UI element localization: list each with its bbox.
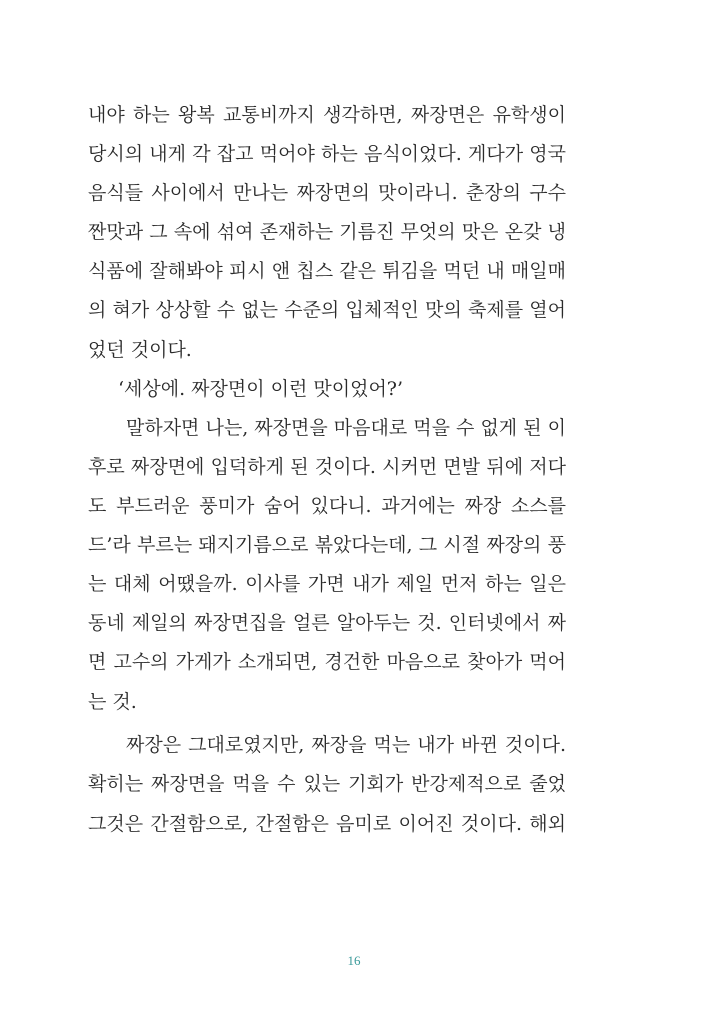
body-text-line: 음식들 사이에서 만나는 짜장면의 맛이라니. 춘장의 구수 (88, 182, 566, 204)
body-text-line: 드’라 부르는 돼지기름으로 볶았다는데, 그 시절 짜장의 풍 (88, 534, 566, 556)
body-text-line: 말하자면 나는, 짜장면을 마음대로 먹을 수 없게 된 이 (126, 417, 566, 439)
body-text-line: 확히는 짜장면을 먹을 수 있는 기회가 반강제적으로 줄었 (88, 773, 566, 795)
body-text-line: 는 것. (88, 691, 137, 713)
body-text-line: 후로 짜장면에 입덕하게 된 것이다. 시커먼 면발 뒤에 저다 (88, 456, 566, 478)
page-number: 16 (347, 953, 361, 968)
body-text-line: 당시의 내게 각 잡고 먹어야 하는 음식이었다. 게다가 영국 (88, 143, 566, 165)
quote-line: ‘세상에. 짜장면이 이런 맛이었어?’ (118, 378, 404, 400)
body-text-line: 의 혀가 상상할 수 없는 수준의 입체적인 맛의 축제를 열어 (88, 299, 566, 321)
body-text-line: 었던 것이다. (88, 339, 192, 361)
body-text-line: 그것은 간절함으로, 간절함은 음미로 이어진 것이다. 해외 (88, 813, 566, 835)
body-text-line: 짜장은 그대로였지만, 짜장을 먹는 내가 바뀐 것이다. (126, 734, 566, 756)
body-text-line: 내야 하는 왕복 교통비까지 생각하면, 짜장면은 유학생이 (88, 104, 566, 126)
body-text-line: 면 고수의 가게가 소개되면, 경건한 마음으로 찾아가 먹어 (88, 651, 566, 673)
body-text-line: 식품에 잘해봐야 피시 앤 칩스 같은 튀김을 먹던 내 매일매 (88, 260, 566, 282)
body-text-line: 짠맛과 그 속에 섞여 존재하는 기름진 무엇의 맛은 온갖 냉 (88, 221, 566, 243)
body-text-line: 도 부드러운 풍미가 숨어 있다니. 과거에는 짜장 소스를 (88, 495, 566, 517)
body-text-line: 동네 제일의 짜장면집을 얼른 알아두는 것. 인터넷에서 짜 (88, 612, 566, 634)
body-text-line: 는 대체 어땠을까. 이사를 가면 내가 제일 먼저 하는 일은 (88, 573, 566, 595)
